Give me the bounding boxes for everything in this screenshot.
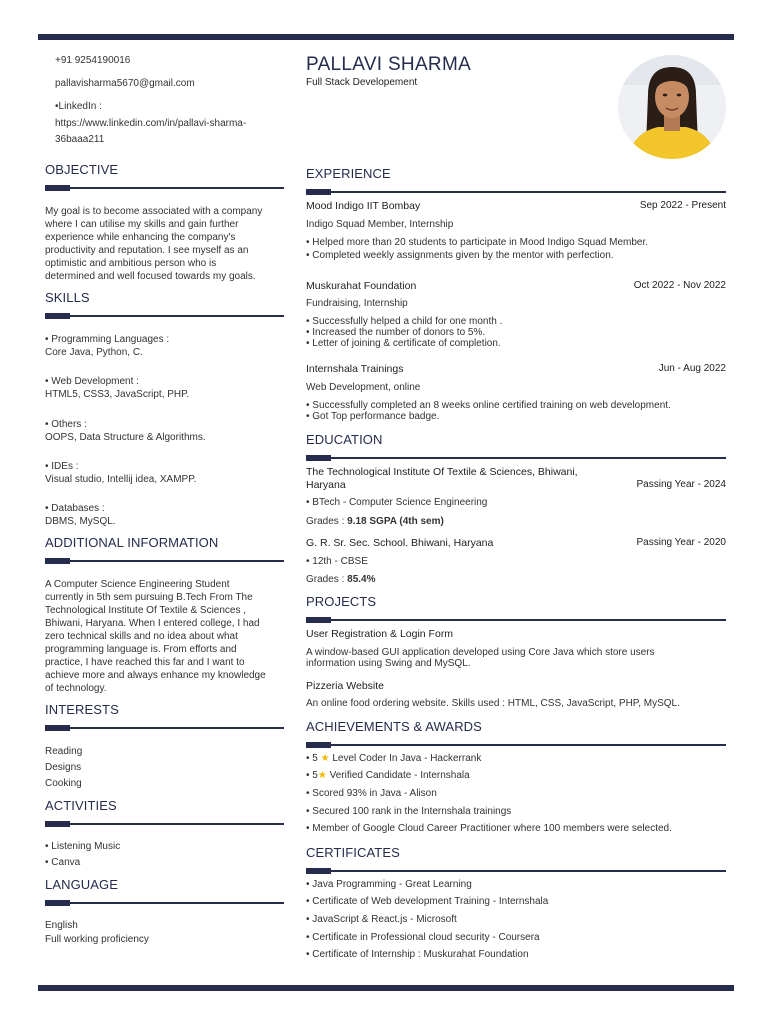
experience-date: Jun - Aug 2022 xyxy=(658,363,726,374)
certificate-item: • Certificate of Web development Training - Internshala xyxy=(306,896,549,907)
skills-title: SKILLS xyxy=(45,290,90,305)
certificate-item: • Certificate of Internship : Muskurahat Foundation xyxy=(306,949,529,960)
skill-group: • Programming Languages : Core Java, Python, C. xyxy=(45,334,170,358)
education-grades: Grades : 85.4% xyxy=(306,574,376,585)
star-icon: ★ xyxy=(320,753,330,764)
phone: +91 9254190016 xyxy=(55,55,131,66)
experience-role: Fundraising, Internship xyxy=(306,298,408,309)
project-desc: A window-based GUI application developed using Core Java which store users information using Swing and MySQL. xyxy=(306,647,655,669)
language-proficiency: Full working proficiency xyxy=(45,934,149,945)
avatar-icon xyxy=(618,55,726,159)
experience-item xyxy=(306,363,726,377)
interests-rule xyxy=(45,727,284,729)
skill-group: • IDEs : Visual studio, Intellij idea, XAMPP. xyxy=(45,461,197,485)
objective-rule xyxy=(45,187,284,189)
experience-item xyxy=(306,200,726,214)
profile-photo xyxy=(618,55,726,159)
education-degree: • BTech - Computer Science Engineering xyxy=(306,497,488,508)
linkedin-url[interactable]: https://www.linkedin.com/in/pallavi-sharma- xyxy=(55,118,247,129)
bottom-rule xyxy=(38,985,734,991)
achievements-rule xyxy=(306,744,726,746)
project-desc: An online food ordering website. Skills used : HTML, CSS, JavaScript, PHP, MySQL. xyxy=(306,698,680,709)
project-name: User Registration & Login Form xyxy=(306,628,454,640)
skill-group: • Others : OOPS, Data Structure & Algorithms. xyxy=(45,419,206,443)
top-rule xyxy=(38,34,734,40)
linkedin-label: •LinkedIn : xyxy=(55,101,102,112)
candidate-name: PALLAVI SHARMA xyxy=(306,54,472,75)
language-item: English xyxy=(45,920,78,931)
achievement-item: • Secured 100 rank in the Internshala trainings xyxy=(306,806,512,817)
experience-role: Web Development, online xyxy=(306,382,421,393)
additional-title: ADDITIONAL INFORMATION xyxy=(45,535,219,550)
projects-title: PROJECTS xyxy=(306,594,377,609)
objective-title: OBJECTIVE xyxy=(45,162,119,177)
education-date: Passing Year - 2020 xyxy=(636,537,726,548)
skill-group: • Web Development : HTML5, CSS3, JavaScript, PHP. xyxy=(45,376,190,400)
education-school: The Technological Institute Of Textile & Sciences, Bhiwani, xyxy=(306,466,578,478)
activities-title: ACTIVITIES xyxy=(45,798,117,813)
experience-date: Oct 2022 - Nov 2022 xyxy=(633,280,726,291)
education-school-cont: Haryana xyxy=(306,479,346,491)
certificates-rule xyxy=(306,870,726,872)
email[interactable]: pallavisharma5670@gmail.com xyxy=(55,78,195,89)
additional-text: A Computer Science Engineering Student currently in 5th sem pursuing B.Tech From The Technological Institute Of Textile & Sciences , Bhiwani, Haryana. When I entered college, I had zero technical skills and no idea about what programming language is. From efforts and practice, I have reached this far and I want to achieve more and always enhance my knowledge of technology. xyxy=(45,579,266,694)
achievement-item: • Member of Google Cloud Career Practitioner where 100 members were selected. xyxy=(306,823,672,834)
certificate-item: • Java Programming - Great Learning xyxy=(306,879,472,890)
certificates-title: CERTIFICATES xyxy=(306,845,400,860)
experience-role: Indigo Squad Member, Internship xyxy=(306,219,454,230)
education-grades: Grades : 9.18 SGPA (4th sem) xyxy=(306,516,444,527)
experience-points: • Helped more than 20 students to participate in Mood Indigo Squad Member. • Completed weekly assignments given by the mentor with perfection. xyxy=(306,237,649,261)
experience-points: • Successfully helped a child for one month . • Increased the number of donors to 5%. • Letter of joining & certificate of completion. xyxy=(306,316,503,349)
interest-item: Reading xyxy=(45,746,83,757)
achievement-item: • 5 ★ Level Coder In Java - Hackerrank xyxy=(306,753,482,764)
skill-group: • Databases : DBMS, MySQL. xyxy=(45,503,116,527)
certificate-item: • JavaScript & React.js - Microsoft xyxy=(306,914,457,925)
linkedin-url-cont[interactable]: 36baaa211 xyxy=(55,134,105,145)
education-item xyxy=(306,537,726,551)
interest-item: Designs xyxy=(45,762,82,773)
interest-item: Cooking xyxy=(45,778,82,789)
language-title: LANGUAGE xyxy=(45,877,119,892)
language-rule xyxy=(45,902,284,904)
interests-title: INTERESTS xyxy=(45,702,119,717)
achievements-title: ACHIEVEMENTS & AWARDS xyxy=(306,719,482,734)
experience-item xyxy=(306,280,726,294)
experience-date: Sep 2022 - Present xyxy=(639,200,726,211)
objective-text: My goal is to become associated with a company where I can utilise my skills and gain further experience while enhancing the company's productivity and reputation. I see myself as an optimistic and ambitious person who is determined and well focused towards my goals. xyxy=(45,206,263,282)
education-degree: • 12th - CBSE xyxy=(306,556,368,567)
education-rule xyxy=(306,457,726,459)
experience-rule xyxy=(306,191,726,193)
achievement-item: • Scored 93% in Java - Alison xyxy=(306,788,437,799)
experience-title: EXPERIENCE xyxy=(306,166,391,181)
star-icon: ★ xyxy=(317,770,327,781)
activities-rule xyxy=(45,823,284,825)
achievement-item: • 5★ Verified Candidate - Internshala xyxy=(306,770,470,781)
certificate-item: • Certificate in Professional cloud security - Coursera xyxy=(306,932,540,943)
education-date: Passing Year - 2024 xyxy=(636,479,726,490)
projects-rule xyxy=(306,619,726,621)
project-name: Pizzeria Website xyxy=(306,680,385,692)
experience-org: Mood Indigo IIT Bombay xyxy=(306,200,421,212)
education-date-row xyxy=(306,479,726,493)
experience-org: Internshala Trainings xyxy=(306,363,404,375)
skills-rule xyxy=(45,315,284,317)
activity-item: • Listening Music xyxy=(45,841,121,852)
candidate-role: Full Stack Developement xyxy=(306,77,418,88)
activity-item: • Canva xyxy=(45,857,81,868)
education-school: G. R. Sr. Sec. School. Bhiwani, Haryana xyxy=(306,537,494,549)
experience-org: Muskurahat Foundation xyxy=(306,280,417,292)
education-title: EDUCATION xyxy=(306,432,383,447)
experience-points: • Successfully completed an 8 weeks online certified training on web development. • Got Top performance badge. xyxy=(306,400,671,422)
additional-rule xyxy=(45,560,284,562)
